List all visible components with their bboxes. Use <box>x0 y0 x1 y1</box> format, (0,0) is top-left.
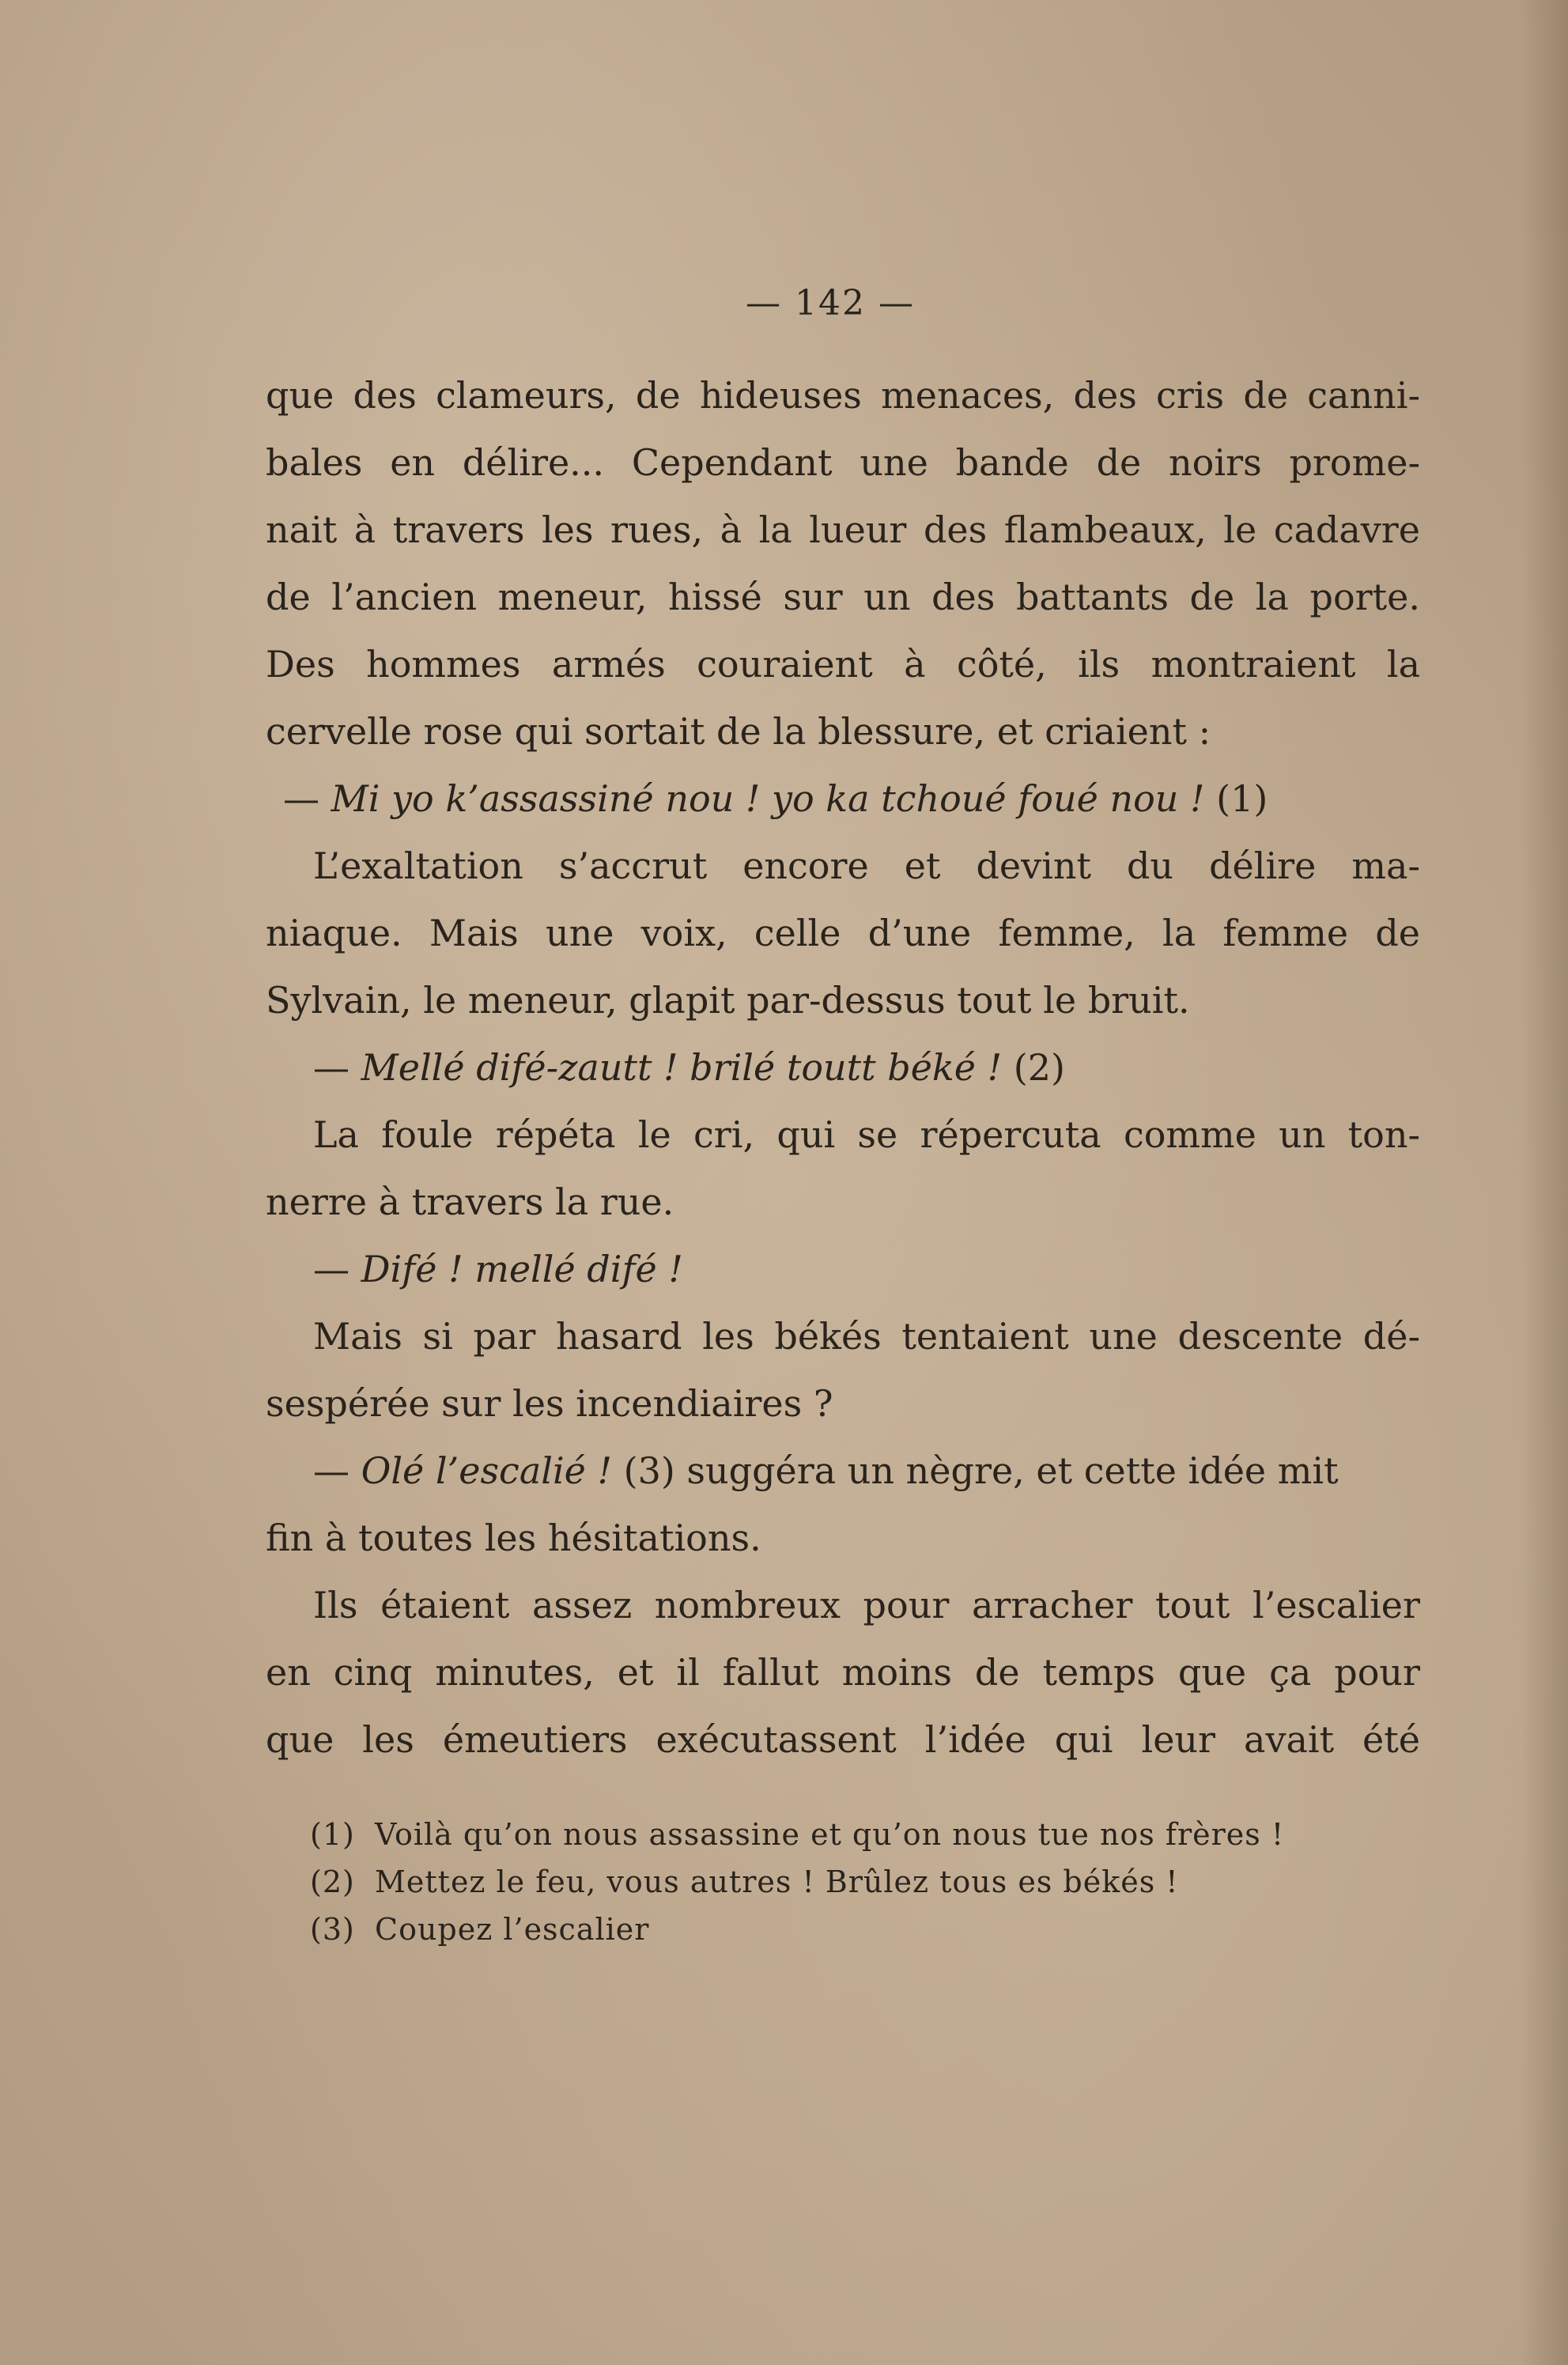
text-line: nait à travers les rues, à la lueur des flambeaux, le cadavre <box>266 508 1420 551</box>
dialog-line <box>266 1034 1420 1101</box>
text-line: Des hommes armés couraient à côté, ils montraient la <box>266 643 1420 686</box>
footnote-text: Coupez l’escalier <box>375 1912 650 1947</box>
text-line: que des clameurs, de hideuses menaces, des cris de canni- <box>266 374 1420 417</box>
dialog-dash: — <box>313 1248 361 1290</box>
text-line: Sylvain, le meneur, glapit par-dessus tout le bruit. <box>266 979 1190 1022</box>
dialog-line <box>266 1438 1420 1505</box>
creole-quote: Mellé difé-zautt ! brilé toutt béké ! <box>361 1046 1003 1089</box>
footnote-ref: (2) <box>1002 1046 1065 1089</box>
text-line: nerre à travers la rue. <box>266 1181 674 1223</box>
page-number: — 142 — <box>746 283 915 323</box>
footnote <box>310 1811 1433 1858</box>
creole-quote: Mi yo k’assassiné nou ! yo ka tchoué foué nou ! <box>331 777 1205 820</box>
dialog-dash: — <box>313 1449 361 1492</box>
text-line: L’exaltation s’accrut encore et devint du délire ma- <box>313 844 1420 887</box>
creole-quote: Olé l’escalié ! <box>361 1449 612 1492</box>
text-line: en cinq minutes, et il fallut moins de temps que ça pour <box>266 1651 1420 1694</box>
footnotes <box>310 1811 1433 1953</box>
dialog-dash: — <box>283 777 331 820</box>
text-line: Mais si par hasard les békés tentaient une descente dé- <box>313 1315 1420 1358</box>
dialog-line <box>266 1236 1420 1303</box>
footnote-text: Mettez le feu, vous autres ! Brûlez tous es békés ! <box>375 1864 1179 1899</box>
dialog-line <box>266 765 1420 833</box>
text-line: sespérée sur les incendiaires ? <box>266 1382 833 1425</box>
text-line: La foule répéta le cri, qui se répercuta comme un ton- <box>313 1113 1420 1156</box>
creole-quote: Difé ! mellé difé ! <box>361 1248 683 1290</box>
page-edge-shadow <box>1521 0 1568 2365</box>
footnote-number: (3) <box>310 1912 355 1947</box>
text-line: bales en délire... Cependant une bande de noirs prome- <box>266 441 1420 484</box>
text-line: cervelle rose qui sortait de la blessure, et criaient : <box>266 710 1211 753</box>
dialog-continuation: (3) suggéra un nègre, et cette idée mit <box>612 1449 1339 1492</box>
footnote <box>310 1858 1433 1906</box>
text-line: fin à toutes les hésitations. <box>266 1517 761 1559</box>
footnote-number: (1) <box>310 1817 355 1852</box>
dialog-dash: — <box>313 1046 361 1089</box>
text-line: que les émeutiers exécutassent l’idée qui leur avait été <box>266 1718 1420 1761</box>
footnote-ref: (1) <box>1204 777 1268 820</box>
footnote-text: Voilà qu’on nous assassine et qu’on nous tue nos frères ! <box>375 1817 1285 1852</box>
text-line: de l’ancien meneur, hissé sur un des battants de la porte. <box>266 576 1420 618</box>
text-line: niaque. Mais une voix, celle d’une femme, la femme de <box>266 912 1420 954</box>
footnote-number: (2) <box>310 1864 355 1899</box>
body-text <box>266 362 1420 1774</box>
text-line: Ils étaient assez nombreux pour arracher tout l’escalier <box>313 1584 1420 1626</box>
footnote <box>310 1906 1433 1953</box>
